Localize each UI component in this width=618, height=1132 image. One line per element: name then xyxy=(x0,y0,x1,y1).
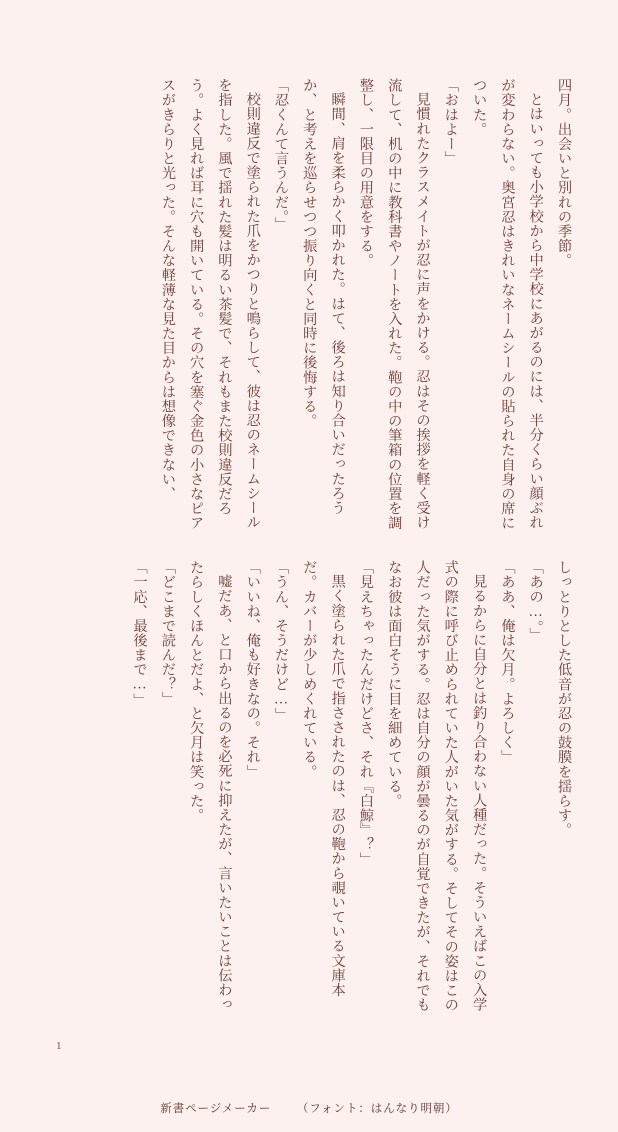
paragraph: 「うん、そうだけど…」 xyxy=(273,560,290,723)
footer-title: 新書ページメーカー xyxy=(160,1103,272,1115)
text-block-bottom xyxy=(131,560,578,1015)
paragraph: 「見えちゃったんだけどさ、それ『白鯨』？」 xyxy=(357,560,374,867)
paragraph: 嘘だあ、と口から出るのを必死に抑えたが、言いたいことは伝わったらしくほんとだよ、と欠月は笑った。 xyxy=(188,560,233,1012)
paragraph: 四月。出会いと別れの季節。 xyxy=(556,78,572,268)
footer xyxy=(0,1100,618,1116)
paragraph: 校則違反で塗られた爪をかつりと鳴らして、彼は忍のネームシールを指した。風で揺れた髪は明るい茶髪で、それもまた校則違反だろう。よく見れば耳に穴も開いている。その穴を塞ぐ金色の小さなピアスがきらりと光った。そんな軽薄な見た目からは想像できない、 xyxy=(159,78,261,531)
paragraph: 「どこまで読んだ？」 xyxy=(159,560,176,706)
footer-font-note: （フォント：はんなり明朝） xyxy=(296,1103,458,1115)
paragraph: とはいっても小学校から中学校にあがるのには、半分くらい顔ぶれが変わらない。奥宮忍はきれいなネームシールの貼られた自身の席についた。 xyxy=(471,78,544,531)
paragraph: 「おはよー」 xyxy=(442,78,459,166)
paragraph: 「忍くんて言うんだ。」 xyxy=(273,78,290,232)
paragraph: 「あの…。」 xyxy=(527,560,544,643)
paragraph: 「いいね、俺も好きなの。それ」 xyxy=(244,560,261,779)
text-block-top xyxy=(159,78,578,533)
page-number: 1 xyxy=(56,1040,63,1052)
paragraph: 瞬間、肩を柔らかく叩かれた。はて、後ろは知り合いだったろうか、と考えを巡らせつつ振り向くと同時に後悔する。 xyxy=(301,78,346,516)
paragraph: 黒く塗られた爪で指さされたのは、忍の鞄から覗いている文庫本だ。カバーが少しめくれている。 xyxy=(301,560,346,998)
paragraph: 見るからに自分とは釣り合わない人種だった。そういえばこの入学式の際に呼び止められていた人がいた気がする。そしてその姿はこの人だった気がする。忍は自分の顔が曇るのが自覚できたが、それでもなお彼は面白そうに目を細めている。 xyxy=(386,560,488,1013)
paragraph: 見慣れたクラスメイトが忍に声をかける。忍はその挨拶を軽く受け流して、机の中に教科書やノートを入れた。鞄の中の筆箱の位置を調整し、一限目の用意をする。 xyxy=(357,78,431,531)
paragraph: 「ああ、俺は欠月。よろしく」 xyxy=(499,560,516,765)
paragraph: 「一応、最後まで…」 xyxy=(131,560,148,708)
paragraph: しっとりとした低音が忍の鼓膜を揺らす。 xyxy=(556,560,572,838)
